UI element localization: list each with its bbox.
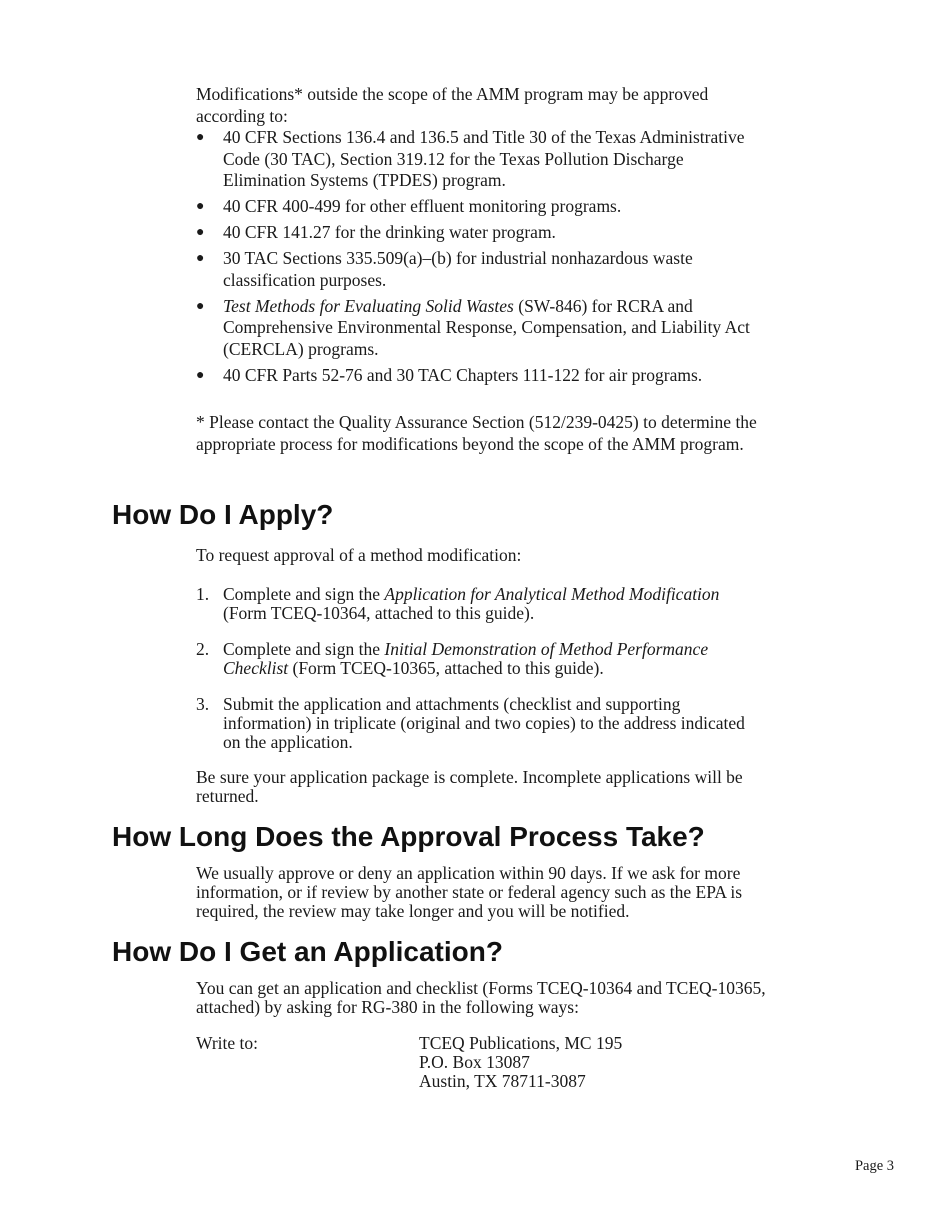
address-line: TCEQ Publications, MC 195: [419, 1033, 623, 1053]
apply-steps: [196, 585, 766, 752]
list-item: ● 40 CFR 141.27 for the drinking water program.: [196, 222, 556, 242]
bullet-icon: ●: [196, 367, 205, 383]
list-item: ● Test Methods for Evaluating Solid Wastes (SW-846) for RCRA and Comprehensive Environmental Response, Compensation, and Liability Act (CERCLA) programs.: [196, 295, 750, 359]
section-heading-duration: How Long Does the Approval Process Take?: [112, 821, 705, 852]
address-line: P.O. Box 13087: [419, 1052, 530, 1072]
section-heading-apply: How Do I Apply?: [112, 499, 334, 530]
write-to-label: Write to:: [196, 1033, 258, 1053]
bullet-icon: ●: [196, 199, 205, 214]
list-item: ● 30 TAC Sections 335.509(a)–(b) for industrial nonhazardous waste classification purposes.: [196, 248, 693, 290]
apply-lead: To request approval of a method modification:: [196, 545, 522, 565]
bullet-icon: ●: [196, 251, 205, 266]
list-item: 3. Submit the application and attachments (checklist and supporting information) in triplicate (original and two copies) to the address indicated on the application.: [196, 694, 745, 752]
regulation-list: [196, 127, 766, 391]
list-item: 2. Complete and sign the Initial Demonstration of Method Performance Checklist (Form TCEQ-10365, attached to this guide).: [196, 639, 709, 678]
apply-closing: Be sure your application package is complete. Incomplete applications will be returned.: [196, 767, 743, 806]
page-number: Page 3: [854, 1158, 894, 1174]
get-application-paragraph: You can get an application and checklist (Forms TCEQ-10364 and TCEQ-10365, attached) by asking for RG-380 in the following ways:: [196, 978, 766, 1017]
bullet-icon: ●: [196, 298, 205, 314]
list-item: ● 40 CFR 400-499 for other effluent monitoring programs.: [196, 196, 622, 216]
list-item: 1. Complete and sign the Application for Analytical Method Modification (Form TCEQ-10364, attached to this guide).: [196, 584, 720, 623]
section-heading-get-application: How Do I Get an Application?: [112, 936, 503, 967]
list-item: ● 40 CFR Parts 52-76 and 30 TAC Chapters 111-122 for air programs.: [196, 364, 703, 385]
duration-paragraph: We usually approve or deny an application within 90 days. If we ask for more information, or if review by another state or federal agency such as the EPA is required, the review may take longer and you will be notified.: [196, 863, 743, 921]
list-item: ● 40 CFR Sections 136.4 and 136.5 and Title 30 of the Texas Administrative Code (30 TAC), Section 319.12 for the Texas Pollution Discharge Elimination Systems (TPDES) program.: [196, 127, 745, 190]
address-line: Austin, TX 78711-3087: [419, 1071, 586, 1091]
intro-paragraph: Modifications* outside the scope of the AMM program may be approved according to:: [196, 84, 709, 126]
bullet-icon: ●: [196, 225, 205, 240]
footnote: * Please contact the Quality Assurance Section (512/239-0425) to determine the appropriate process for modifications beyond the scope of the AMM program.: [196, 412, 757, 454]
mailing-address: [419, 1034, 759, 1091]
bullet-icon: ●: [196, 130, 205, 145]
